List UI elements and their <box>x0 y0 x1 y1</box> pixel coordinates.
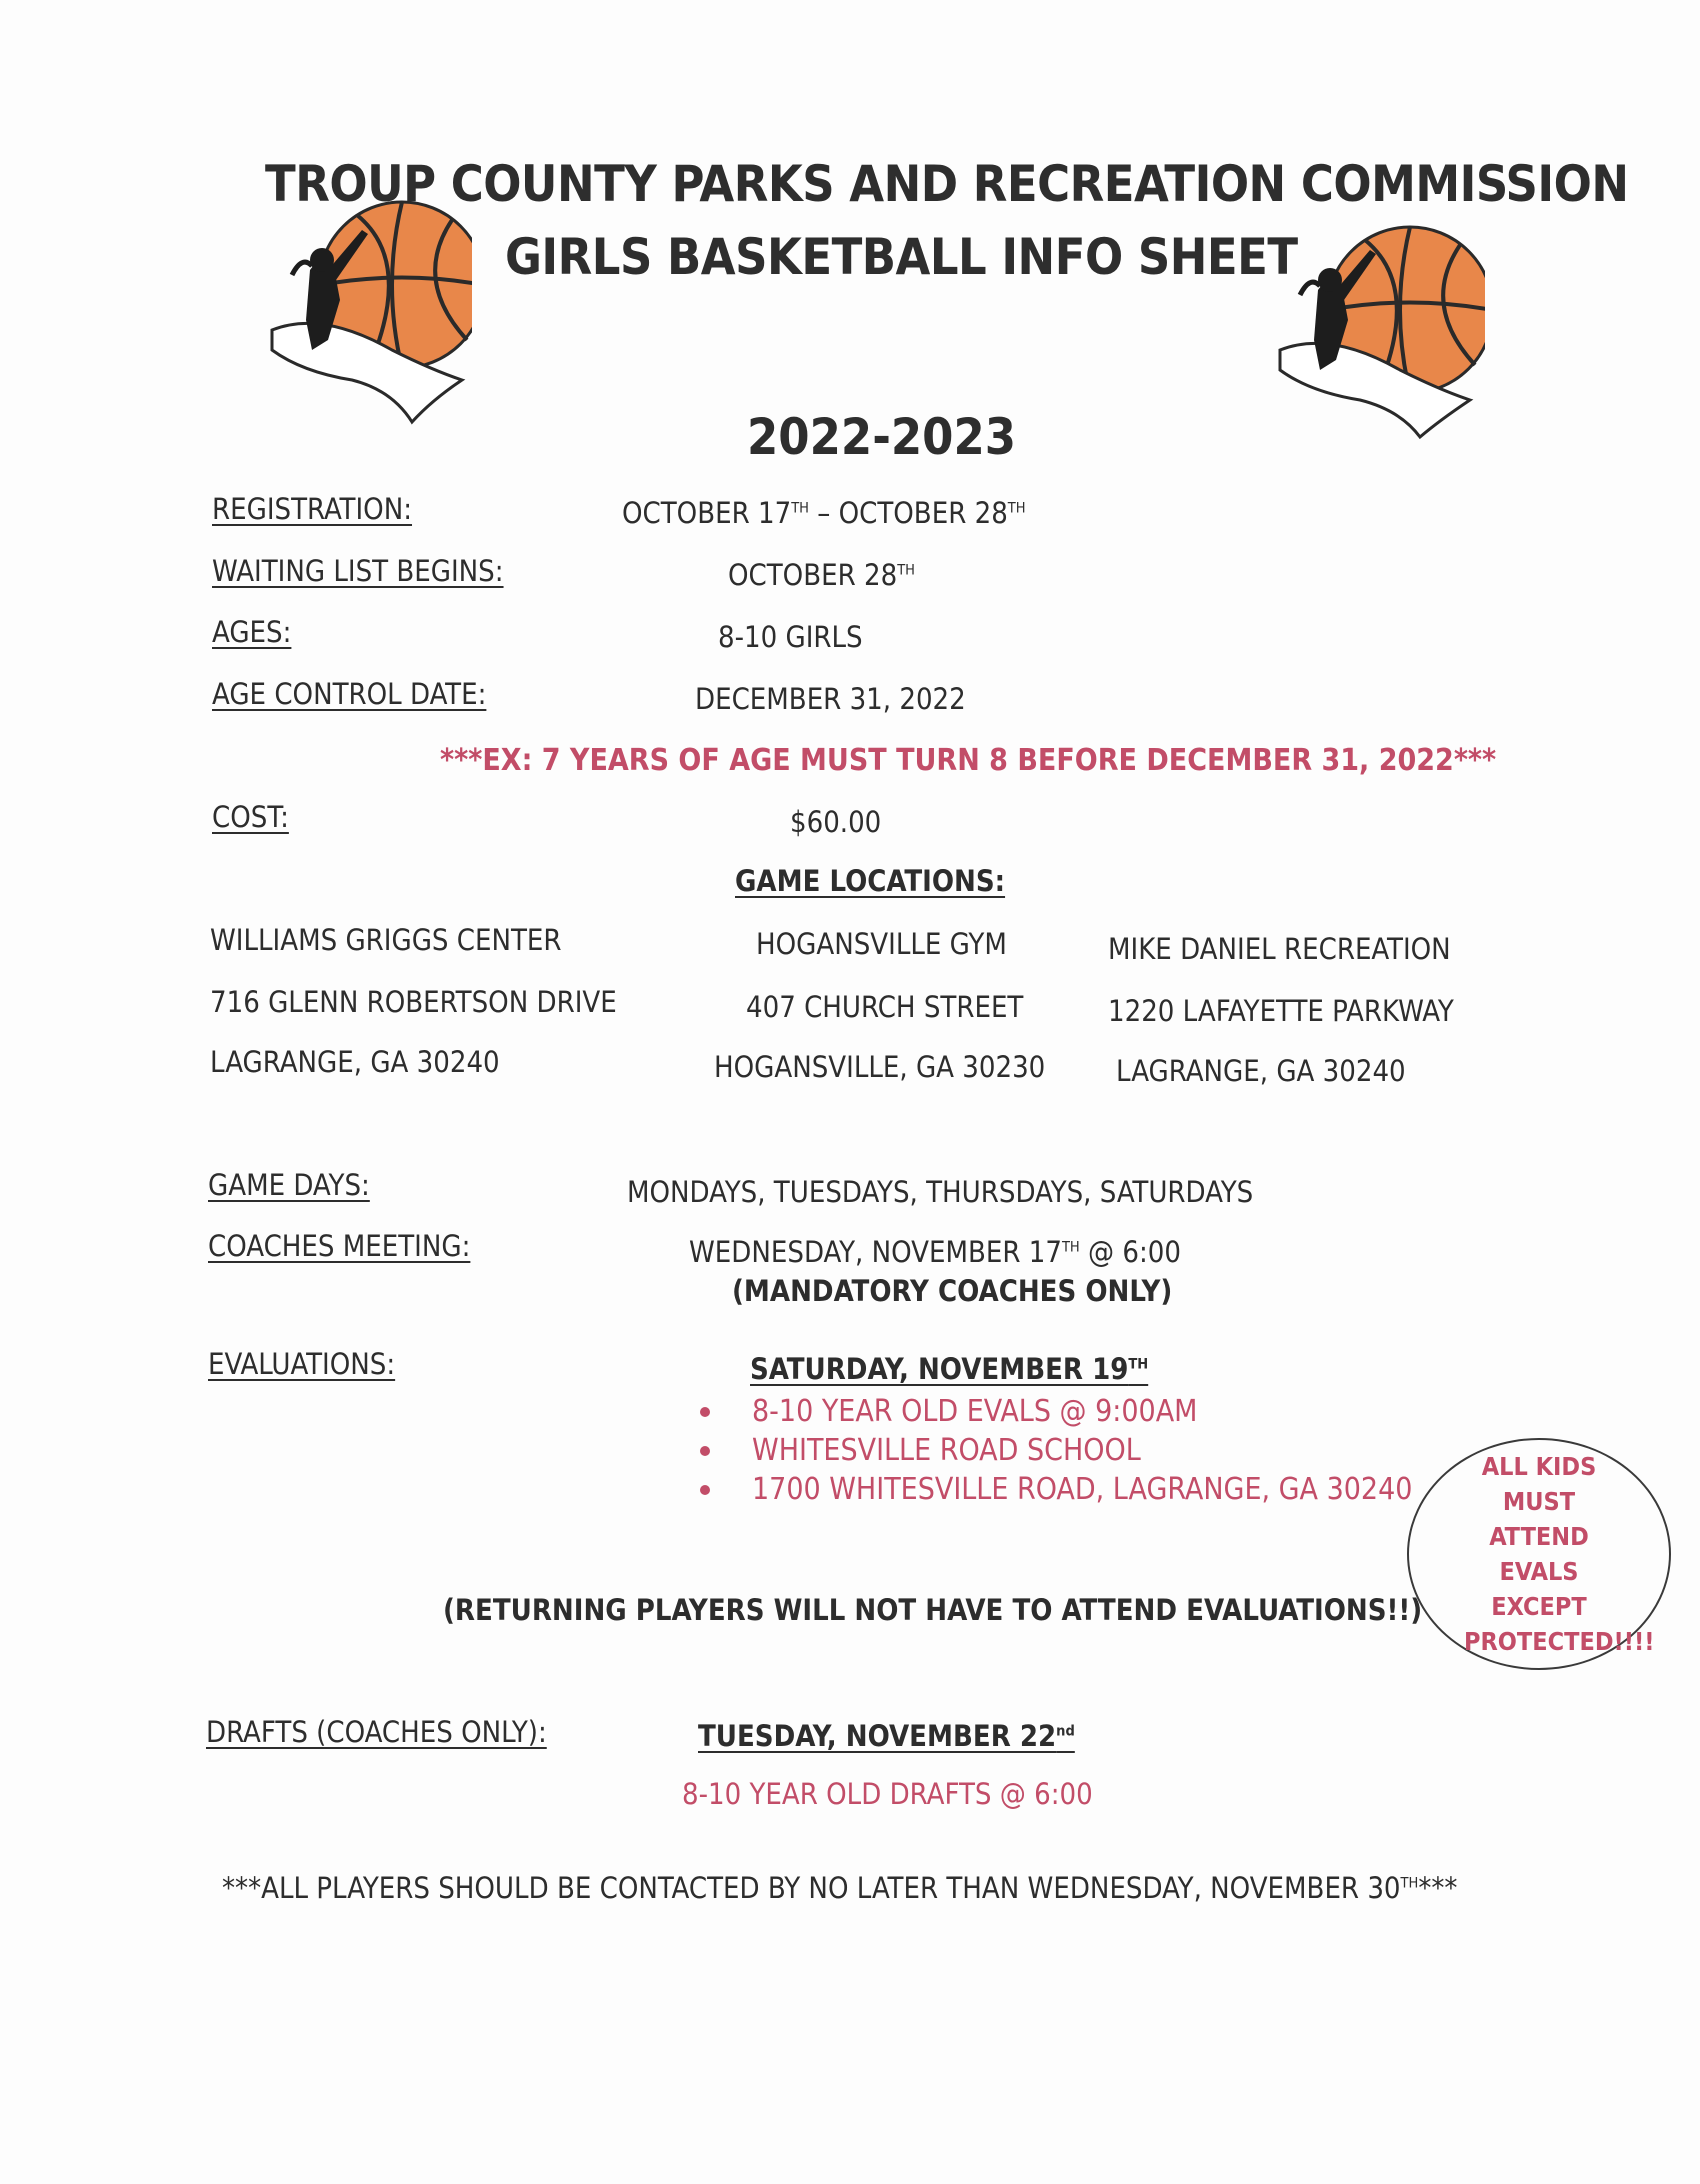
age-control-label: AGE CONTROL DATE: <box>212 677 487 711</box>
page-subtitle: GIRLS BASKETBALL INFO SHEET <box>505 228 1298 286</box>
registration-value: OCTOBER 17TH – OCTOBER 28TH <box>622 496 1026 530</box>
cost-value: $60.00 <box>790 805 882 839</box>
returning-players-note: (RETURNING PLAYERS WILL NOT HAVE TO ATTEND EVALUATIONS!!) <box>443 1593 1423 1627</box>
page-title: TROUP COUNTY PARKS AND RECREATION COMMISSION <box>265 155 1629 213</box>
location-2-city: HOGANSVILLE, GA 30230 <box>714 1050 1046 1084</box>
age-control-value: DECEMBER 31, 2022 <box>695 682 966 716</box>
basketball-player-logo-left <box>262 200 472 430</box>
waiting-list-value: OCTOBER 28TH <box>728 558 915 592</box>
coaches-meeting-note: (MANDATORY COACHES ONLY) <box>732 1274 1173 1308</box>
evals-notice-text: ALL KIDS MUST ATTEND EVALS EXCEPT PROTECTED!!!! <box>1464 1452 1655 1656</box>
game-locations-heading: GAME LOCATIONS: <box>735 864 1006 898</box>
evaluations-details <box>700 1392 1412 1509</box>
season-year: 2022-2023 <box>747 408 1017 466</box>
ages-label: AGES: <box>212 615 292 649</box>
coaches-meeting-value: WEDNESDAY, NOVEMBER 17TH @ 6:00 <box>689 1235 1181 1269</box>
list-item: WHITESVILLE ROAD SCHOOL <box>700 1431 1412 1470</box>
drafts-detail: 8-10 YEAR OLD DRAFTS @ 6:00 <box>682 1777 1093 1811</box>
age-example-note: ***EX: 7 YEARS OF AGE MUST TURN 8 BEFORE DECEMBER 31, 2022*** <box>440 743 1497 778</box>
basketball-player-logo-right <box>1275 225 1485 445</box>
location-1-city: LAGRANGE, GA 30240 <box>210 1045 500 1079</box>
location-2-name: HOGANSVILLE GYM <box>756 927 1007 961</box>
location-1-name: WILLIAMS GRIGGS CENTER <box>210 923 562 957</box>
game-days-value: MONDAYS, TUESDAYS, THURSDAYS, SATURDAYS <box>627 1175 1254 1209</box>
evaluations-date: SATURDAY, NOVEMBER 19TH <box>750 1352 1149 1386</box>
location-3-name: MIKE DANIEL RECREATION <box>1108 932 1451 966</box>
ages-value: 8-10 GIRLS <box>718 620 863 654</box>
drafts-date: TUESDAY, NOVEMBER 22nd <box>698 1719 1075 1753</box>
coaches-meeting-label: COACHES MEETING: <box>208 1229 471 1263</box>
location-2-street: 407 CHURCH STREET <box>746 990 1024 1024</box>
list-item: 1700 WHITESVILLE ROAD, LAGRANGE, GA 30240 <box>700 1470 1412 1509</box>
evaluations-label: EVALUATIONS: <box>208 1347 396 1381</box>
location-3-street: 1220 LAFAYETTE PARKWAY <box>1108 994 1454 1028</box>
drafts-label: DRAFTS (COACHES ONLY): <box>206 1715 547 1749</box>
location-1-street: 716 GLENN ROBERTSON DRIVE <box>210 985 617 1019</box>
list-item: 8-10 YEAR OLD EVALS @ 9:00AM <box>700 1392 1412 1431</box>
contact-deadline-note: ***ALL PLAYERS SHOULD BE CONTACTED BY NO LATER THAN WEDNESDAY, NOVEMBER 30TH*** <box>222 1871 1458 1905</box>
registration-label: REGISTRATION: <box>212 492 413 526</box>
cost-label: COST: <box>212 800 289 834</box>
waiting-list-label: WAITING LIST BEGINS: <box>212 554 504 588</box>
game-days-label: GAME DAYS: <box>208 1168 370 1202</box>
evals-notice-circle <box>1407 1438 1671 1670</box>
location-3-city: LAGRANGE, GA 30240 <box>1116 1054 1406 1088</box>
